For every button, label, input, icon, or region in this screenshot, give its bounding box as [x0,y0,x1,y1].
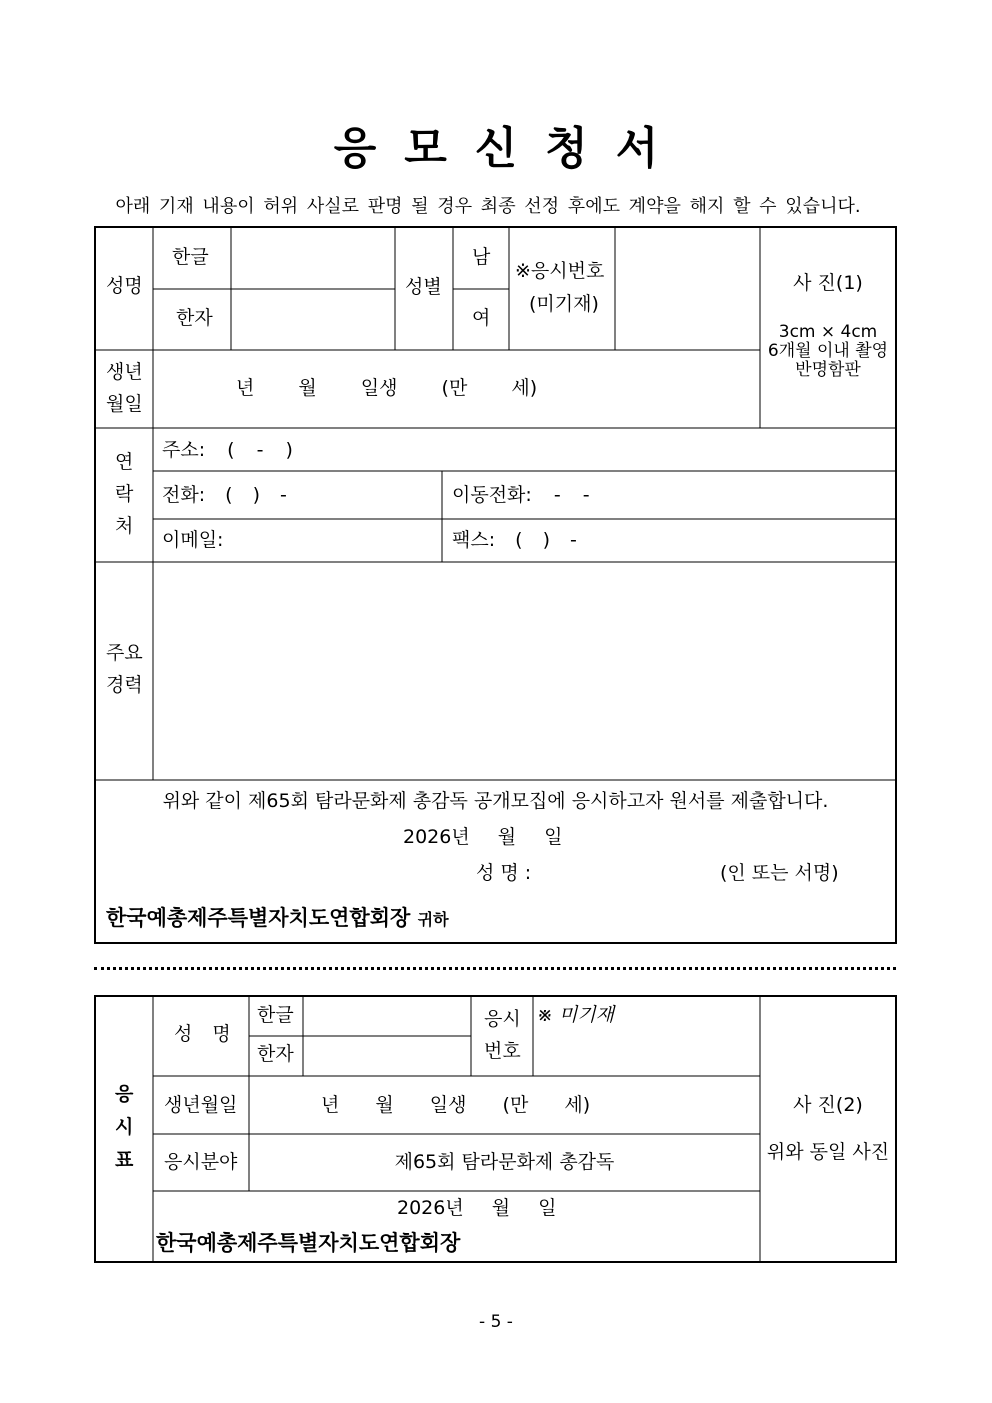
address-field[interactable]: 주소: ( - ) [162,439,293,461]
ticket-birth-label: 생년월일 [164,1094,238,1116]
hangul-name-field[interactable] [232,228,394,288]
ticket-exam-number-note: ※ 미기재 [537,1004,615,1026]
photo1-size: 3cm × 4cm [778,322,878,342]
name-label: 성명 [106,275,143,297]
ticket-hanja-name-field[interactable] [304,1037,470,1075]
ticket-date: 2026년 월 일 [397,1197,557,1219]
ticket-name-label: 성 명 [174,1023,231,1045]
ticket-hangul-label: 한글 [257,1004,294,1026]
birth-date-field[interactable]: 년 월 일생 (만 세) [236,377,538,399]
ticket-org: 한국예총제주특별자치도연합회장 [156,1231,461,1255]
gender-female-option[interactable]: 여 [472,307,491,329]
contact-label-1: 연 [115,451,134,473]
signature-label: 성 명 : [476,862,532,884]
photo1-label: 사 진(1) [793,272,863,294]
recipient-org: 한국예총제주특별자치도연합회장 귀하 [106,906,449,930]
ticket-hangul-name-field[interactable] [304,997,470,1035]
ticket-exam-number-label-top: 응시 [484,1008,521,1030]
ticket-exam-number-label-bottom: 번호 [484,1040,521,1062]
career-field[interactable] [154,563,895,779]
contact-label-3: 처 [115,515,134,537]
ticket-side-label-3: 표 [115,1149,134,1171]
ticket-side-label-2: 시 [115,1116,134,1138]
hanja-label: 한자 [176,307,213,329]
ticket-birth-date-field[interactable]: 년 월 일생 (만 세) [321,1094,591,1116]
birth-label-top: 생년 [106,361,143,383]
signature-note: (인 또는 서명) [720,862,839,884]
form-title: 응모신청서 [333,123,687,174]
exam-number-note: (미기재) [529,293,599,315]
photo2-label: 사 진(2) [793,1094,863,1116]
exam-number-label: ※응시번호 [515,260,605,282]
photo1-note-period: 6개월 이내 촬영 [767,341,889,361]
phone-field[interactable]: 전화: ( ) - [162,484,287,506]
ticket-hanja-label: 한자 [257,1043,294,1065]
photo2-note: 위와 동일 사진 [766,1141,890,1163]
fax-field[interactable]: 팩스: ( ) - [452,529,577,551]
career-label-top: 주요 [106,642,143,664]
declaration-text: 위와 같이 제65회 탐라문화제 총감독 공개모집에 응시하고자 원서를 제출합니다. [162,790,829,812]
gender-male-option[interactable]: 남 [472,246,491,268]
hangul-label: 한글 [172,246,209,268]
email-field[interactable]: 이메일: [162,529,224,551]
mobile-phone-field[interactable]: 이동전화: - - [452,484,590,506]
ticket-field-label: 응시분야 [164,1151,238,1173]
exam-number-field [616,228,759,349]
birth-label-bottom: 월일 [106,393,143,415]
declaration-date: 2026년 월 일 [403,826,563,848]
ticket-side-label-1: 응 [115,1083,134,1105]
cut-line [94,967,896,970]
gender-label: 성별 [405,276,442,298]
ticket-field-value: 제65회 탐라문화제 총감독 [394,1151,615,1173]
form-notice: 아래 기재 내용이 허위 사실로 판명 될 경우 최종 선정 후에도 계약을 해지 할 수 있습니다. [115,196,861,217]
photo1-note-type: 반명함판 [795,360,861,380]
recipient-suffix: 귀하 [417,910,449,929]
hanja-name-field[interactable] [232,290,394,349]
career-label-bottom: 경력 [106,674,143,696]
page-number: - 5 - [479,1312,513,1332]
contact-label-2: 락 [115,483,134,505]
